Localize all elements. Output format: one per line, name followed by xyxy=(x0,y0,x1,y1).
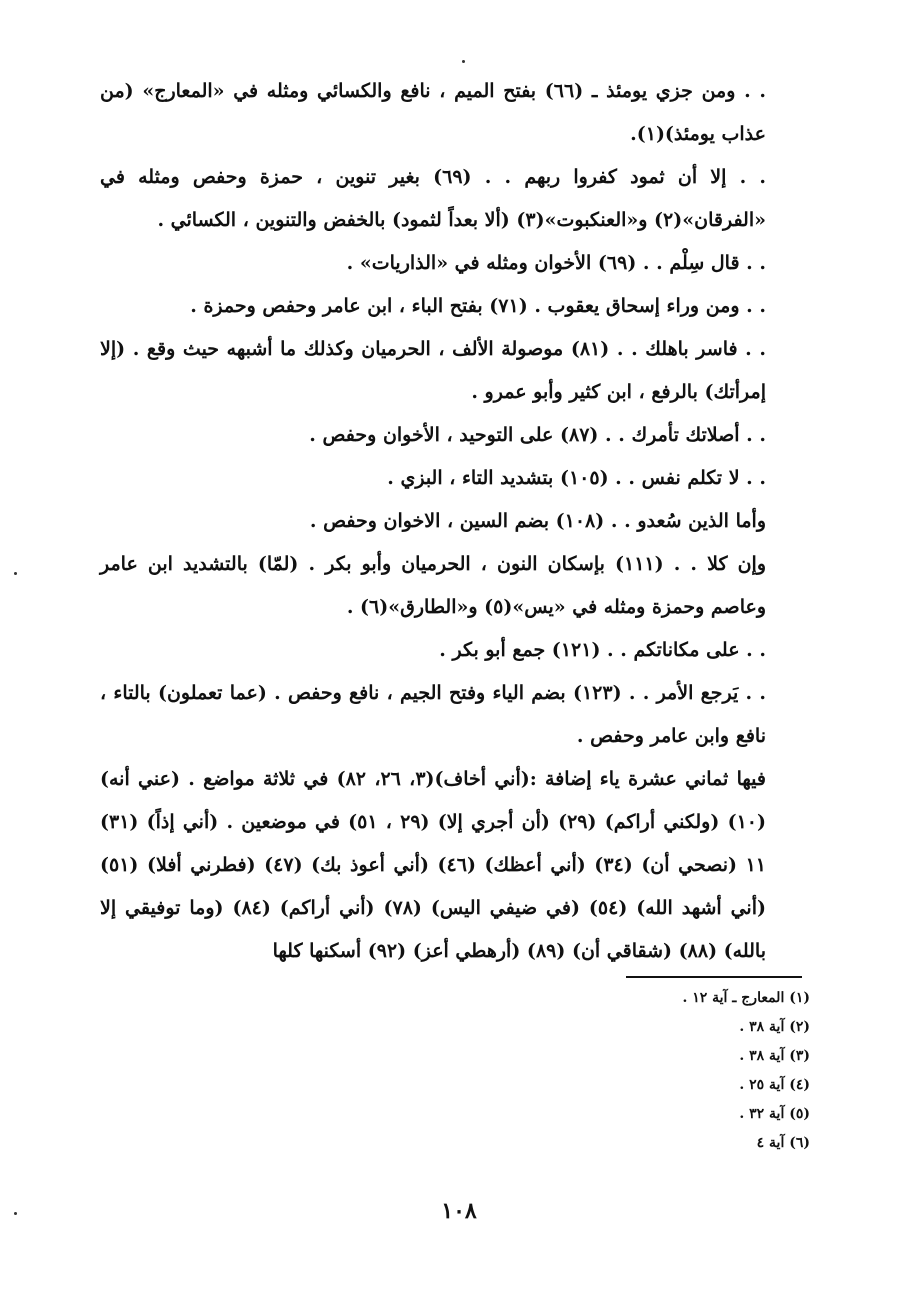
paragraph-5: . . فاسر باهلك . . (٨١) موصولة الألف ، الحرميان وكذلك ما أشبهه حيث وقع . (إلا إمرأتك) بالرفع ، ابن كثير وأبو عمرو . xyxy=(100,338,767,403)
main-text xyxy=(100,70,810,973)
footnote-6: (٦) آية ٤ xyxy=(756,1135,810,1151)
paragraph-3: . . قال سِلْم . . (٦٩) الأخوان ومثله في «الذاريات» . xyxy=(346,252,766,274)
paragraph-12: فيها ثماني عشرة ياء إضافة :(أني أخاف)(٣، ٢٦، ٨٢) في ثلاثة مواضع . (عني أنه) (١٠) (ولكني أراكم) (٢٩) (أن أجري إلا) (٢٩ ، ٥١) في موضعين . (أني إذاً) (٣١) ١١ (نصحي أن) (٣٤) (أني أعظك) (٤٦) (أني أعوذ بك) (٤٧) (فطرني أفلا) (٥١) (أني أشهد الله) (٥٤) (في ضيفي اليس) (٧٨) (أني أراكم) (٨٤) (وما توفيقي إلا بالله) (٨٨) (شقاقي أن) (٨٩) (أرهطي أعز) (٩٢) أسكنها كلها xyxy=(100,768,767,962)
paragraph-8: وأما الذين سُعدو . . (١٠٨) بضم السين ، الاخوان وحفص . xyxy=(309,510,766,532)
paragraph-1: . . ومن جزي يومئذ ـ (٦٦) بفتح الميم ، نافع والكسائي ومثله في «المعارج» (من عذاب يومئذ)(١). xyxy=(100,80,766,145)
paragraph-10: . . على مكاناتكم . . (١٢١) جمع أبو بكر . xyxy=(439,639,766,661)
paragraph-2: . . إلا أن ثمود كفروا ربهم . . (٦٩) بغير تنوين ، حمزة وحفص ومثله في «الفرقان»(٢) و«العنكبوت»(٣) (ألا بعداً لثمود) بالخفض والتنوين ، الكسائي . xyxy=(100,166,766,231)
footnote-2: (٢) آية ٣٨ . xyxy=(739,1019,810,1035)
footnote-divider xyxy=(626,976,802,978)
paragraph-11: . . يَرجع الأمر . . (١٢٣) بضم الياء وفتح الجيم ، نافع وحفص . (عما تعملون) بالتاء ، نافع وابن عامر وحفص . xyxy=(100,682,766,747)
paragraph-7: . . لا تكلم نفس . . (١٠٥) بتشديد التاء ، البزي . xyxy=(387,467,766,489)
footnote-3: (٣) آية ٣٨ . xyxy=(739,1048,810,1064)
paragraph-9: وإن كلا . . (١١١) بإسكان النون ، الحرميان وأبو بكر . (لمّا) بالتشديد ابن عامر وعاصم وحمزة ومثله في «يس»(٥) و«الطارق»(٦) . xyxy=(100,553,767,618)
paragraph-4: . . ومن وراء إسحاق يعقوب . (٧١) بفتح الباء ، ابن عامر وحفص وحمزة . xyxy=(190,295,766,317)
footnote-4: (٤) آية ٢٥ . xyxy=(739,1077,810,1093)
scan-speck xyxy=(14,572,17,575)
page-number: ١٠٨ xyxy=(441,1198,477,1224)
footnote-1: (١) المعارج ـ آية ١٢ . xyxy=(682,990,810,1006)
paragraph-6: . . أصلاتك تأمرك . . (٨٧) على التوحيد ، الأخوان وحفص . xyxy=(309,424,766,446)
scan-speck xyxy=(462,60,465,63)
footnote-5: (٥) آية ٣٢ . xyxy=(739,1106,810,1122)
footnotes xyxy=(560,984,810,1158)
scan-speck xyxy=(14,1212,17,1215)
